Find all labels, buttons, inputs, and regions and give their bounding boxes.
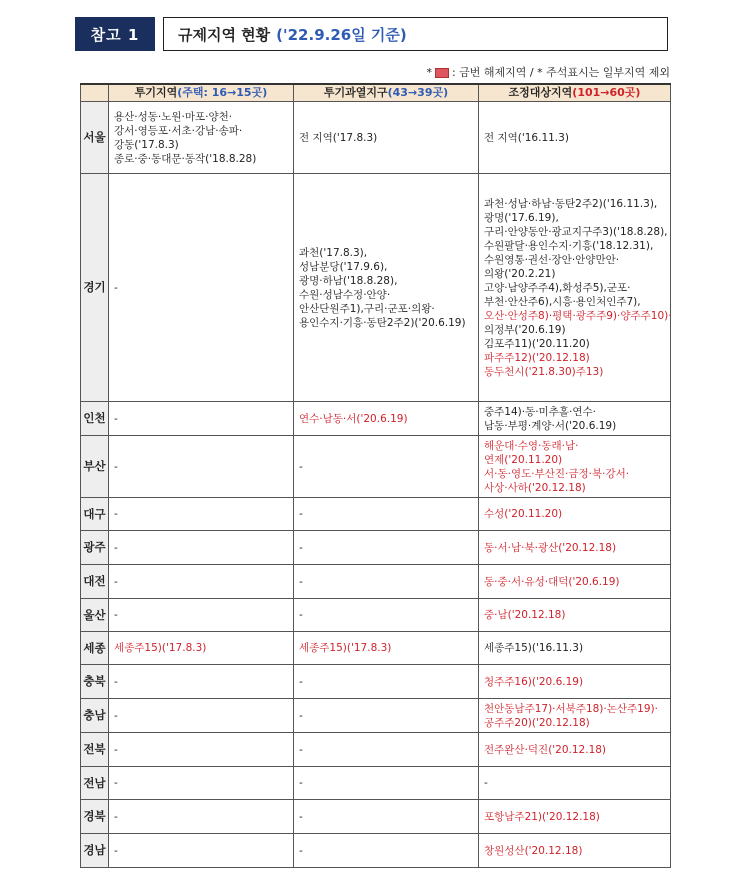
- region-label: 전남: [81, 767, 109, 800]
- title-box: [163, 17, 668, 51]
- legend-text: : 금번 해제지역 / * 주석표시는 일부지역 제외: [451, 66, 670, 79]
- cell-line: 수성('20.11.20): [484, 508, 563, 520]
- speculation-cell: [109, 733, 294, 767]
- cell-line: 파주주12)('20.12.18): [484, 351, 590, 364]
- cell-line: 창원성산('20.12.18): [484, 844, 583, 857]
- adjustment-cell: [479, 767, 671, 800]
- table-row: [81, 699, 671, 733]
- cell-line: -: [114, 609, 118, 621]
- cell-line: -: [299, 609, 303, 621]
- cell-line: 구리·안양동안·광교지구주3)('18.8.28),: [484, 225, 668, 238]
- region-label: 대구: [81, 498, 109, 531]
- region-label: 경기: [81, 174, 109, 402]
- cell-line: 동·중·서·유성·대덕('20.6.19): [484, 575, 620, 588]
- region-label: 전북: [81, 733, 109, 767]
- cell-line: -: [299, 508, 303, 520]
- cell-line: 광명·하남('18.8.28),: [299, 274, 398, 287]
- adjustment-cell: [479, 665, 671, 699]
- cell-line: 연수·남동·서('20.6.19): [299, 412, 408, 425]
- region-label: 경남: [81, 834, 109, 868]
- speculation-cell: [109, 102, 294, 174]
- column-header-overheated: 투기과열지구(43→39곳): [294, 84, 479, 102]
- overheated-cell: [294, 733, 479, 767]
- reference-badge: 참고 1: [75, 17, 155, 51]
- table-body: [81, 102, 671, 868]
- region-label: 경북: [81, 800, 109, 834]
- corner-header: [81, 84, 109, 102]
- overheated-cell: [294, 531, 479, 565]
- adjustment-cell: [479, 531, 671, 565]
- table-row: [81, 665, 671, 699]
- overheated-cell: [294, 102, 479, 174]
- cell-line: 서·동·영도·부산진·금정·북·강서·: [484, 467, 630, 480]
- adjustment-cell: [479, 632, 671, 665]
- regulated-areas-table: [80, 83, 671, 868]
- cell-line: -: [114, 281, 118, 294]
- adjustment-cell: [479, 733, 671, 767]
- table-row: [81, 632, 671, 665]
- cell-line: 세종주15)('16.11.3): [484, 642, 584, 654]
- overheated-cell: [294, 800, 479, 834]
- cell-line: 의왕('20.2.21): [484, 267, 556, 280]
- speculation-cell: [109, 699, 294, 733]
- region-label: 광주: [81, 531, 109, 565]
- cell-line: 세종주15)('17.8.3): [299, 642, 392, 654]
- overheated-cell: [294, 834, 479, 868]
- cell-line: -: [114, 844, 118, 857]
- cell-line: 성남분당('17.9.6),: [299, 260, 388, 273]
- adjustment-cell: [479, 834, 671, 868]
- cell-line: -: [114, 810, 118, 823]
- table-row: [81, 733, 671, 767]
- overheated-cell: [294, 565, 479, 599]
- cell-line: 전 지역('16.11.3): [484, 131, 569, 144]
- cell-line: 포항남주21)('20.12.18): [484, 810, 600, 823]
- overheated-cell: [294, 599, 479, 632]
- region-label: 충북: [81, 665, 109, 699]
- speculation-cell: [109, 498, 294, 531]
- cell-line: -: [114, 541, 118, 554]
- region-label: 대전: [81, 565, 109, 599]
- cell-line: -: [114, 508, 118, 520]
- cell-line: -: [299, 709, 303, 722]
- adjustment-cell: [479, 174, 671, 402]
- cell-line: 수원팔달·용인수지·기흥('18.12.31),: [484, 239, 654, 252]
- cell-line: 강서·영등포·서초·강남·송파·: [114, 124, 243, 137]
- speculation-cell: [109, 665, 294, 699]
- cell-line: 전주완산·덕진('20.12.18): [484, 743, 607, 756]
- table-row: [81, 102, 671, 174]
- overheated-cell: [294, 699, 479, 733]
- adjustment-cell: [479, 565, 671, 599]
- speculation-cell: [109, 174, 294, 402]
- cell-line: 연제('20.11.20): [484, 453, 563, 466]
- cell-line: 사상·사하('20.12.18): [484, 481, 586, 494]
- cell-line: 과천·성남·하남·동탄2주2)('16.11.3),: [484, 197, 658, 210]
- cell-line: 중주14)·동·미추홀·연수·: [484, 405, 596, 418]
- page-header: [75, 17, 668, 51]
- cell-line: 공주주20)('20.12.18): [484, 716, 590, 729]
- cell-line: -: [299, 777, 303, 789]
- overheated-cell: [294, 174, 479, 402]
- cell-line: -: [299, 810, 303, 823]
- column-header-adjustment: 조정대상지역(101→60곳): [479, 84, 671, 102]
- cell-line: -: [114, 743, 118, 756]
- page-title: 규제지역 현황: [178, 25, 271, 44]
- cell-line: -: [299, 460, 303, 473]
- region-label: 서울: [81, 102, 109, 174]
- table-row: [81, 599, 671, 632]
- table-row: [81, 498, 671, 531]
- cell-line: -: [299, 575, 303, 588]
- adjustment-cell: [479, 102, 671, 174]
- table-row: [81, 531, 671, 565]
- cell-line: -: [114, 777, 118, 789]
- cell-line: 종로·중·동대문·동작('18.8.28): [114, 152, 257, 165]
- overheated-cell: [294, 767, 479, 800]
- speculation-cell: [109, 565, 294, 599]
- speculation-cell: [109, 436, 294, 498]
- cell-line: -: [114, 460, 118, 473]
- overheated-cell: [294, 436, 479, 498]
- cell-line: 수원영통·권선·장안·안양만안·: [484, 253, 620, 266]
- speculation-cell: [109, 632, 294, 665]
- table-row: [81, 402, 671, 436]
- legend-prefix: *: [426, 66, 432, 79]
- cell-line: 청주주16)('20.6.19): [484, 675, 584, 688]
- cell-line: -: [299, 844, 303, 857]
- table-row: [81, 800, 671, 834]
- cell-line: 동·서·남·북·광산('20.12.18): [484, 541, 617, 554]
- overheated-cell: [294, 402, 479, 436]
- cell-line: 천안동남주17)·서북주18)·논산주19)·: [484, 702, 658, 715]
- cell-line: 동두천시('21.8.30)주13): [484, 365, 604, 378]
- cell-line: 남동·부평·계양·서('20.6.19): [484, 419, 617, 432]
- cell-line: -: [299, 675, 303, 688]
- table-row: [81, 834, 671, 868]
- table-header-row: [81, 84, 671, 102]
- cell-line: 세종주15)('17.8.3): [114, 642, 207, 654]
- cell-line: -: [299, 541, 303, 554]
- cell-line: 해운대·수영·동래·남·: [484, 439, 579, 452]
- cell-line: -: [114, 709, 118, 722]
- table-row: [81, 174, 671, 402]
- region-label: 부산: [81, 436, 109, 498]
- cell-line: 용인수지·기흥·동탄2주2)('20.6.19): [299, 316, 466, 329]
- cell-line: 안산단원주1),구리·군포·의왕·: [299, 302, 435, 315]
- overheated-cell: [294, 498, 479, 531]
- cell-line: 과천('17.8.3),: [299, 246, 368, 259]
- column-header-speculation: 투기지역(주택: 16→15곳): [109, 84, 294, 102]
- table-row: [81, 436, 671, 498]
- cell-line: 광명('17.6.19),: [484, 211, 559, 224]
- cell-line: 용산·성동·노원·마포·양천·: [114, 110, 233, 123]
- speculation-cell: [109, 800, 294, 834]
- table-row: [81, 767, 671, 800]
- legend-swatch: [435, 68, 449, 78]
- speculation-cell: [109, 402, 294, 436]
- cell-line: 오산·안성주8)·평택·광주주9)·양주주10)·: [484, 309, 672, 322]
- region-label: 울산: [81, 599, 109, 632]
- cell-line: 전 지역('17.8.3): [299, 131, 378, 144]
- region-label: 인천: [81, 402, 109, 436]
- table-row: [81, 565, 671, 599]
- cell-line: 수원·성남수정·안양·: [299, 288, 391, 301]
- adjustment-cell: [479, 800, 671, 834]
- adjustment-cell: [479, 599, 671, 632]
- adjustment-cell: [479, 498, 671, 531]
- cell-line: 강동('17.8.3): [114, 138, 179, 151]
- speculation-cell: [109, 767, 294, 800]
- cell-line: -: [484, 777, 488, 789]
- cell-line: -: [114, 575, 118, 588]
- adjustment-cell: [479, 402, 671, 436]
- region-label: 충남: [81, 699, 109, 733]
- cell-line: -: [114, 675, 118, 688]
- legend: [300, 64, 670, 80]
- overheated-cell: [294, 665, 479, 699]
- adjustment-cell: [479, 436, 671, 498]
- adjustment-cell: [479, 699, 671, 733]
- speculation-cell: [109, 834, 294, 868]
- overheated-cell: [294, 632, 479, 665]
- cell-line: 중·남('20.12.18): [484, 609, 566, 621]
- cell-line: 김포주11)('20.11.20): [484, 337, 590, 350]
- cell-line: 부천·안산주6),시흥·용인처인주7),: [484, 295, 641, 308]
- cell-line: -: [299, 743, 303, 756]
- cell-line: 의정부('20.6.19): [484, 323, 566, 336]
- region-label: 세종: [81, 632, 109, 665]
- speculation-cell: [109, 531, 294, 565]
- cell-line: 고양·남양주주4),화성주5),군포·: [484, 281, 631, 294]
- speculation-cell: [109, 599, 294, 632]
- cell-line: -: [114, 412, 118, 425]
- title-date: ('22.9.26일 기준): [276, 25, 407, 44]
